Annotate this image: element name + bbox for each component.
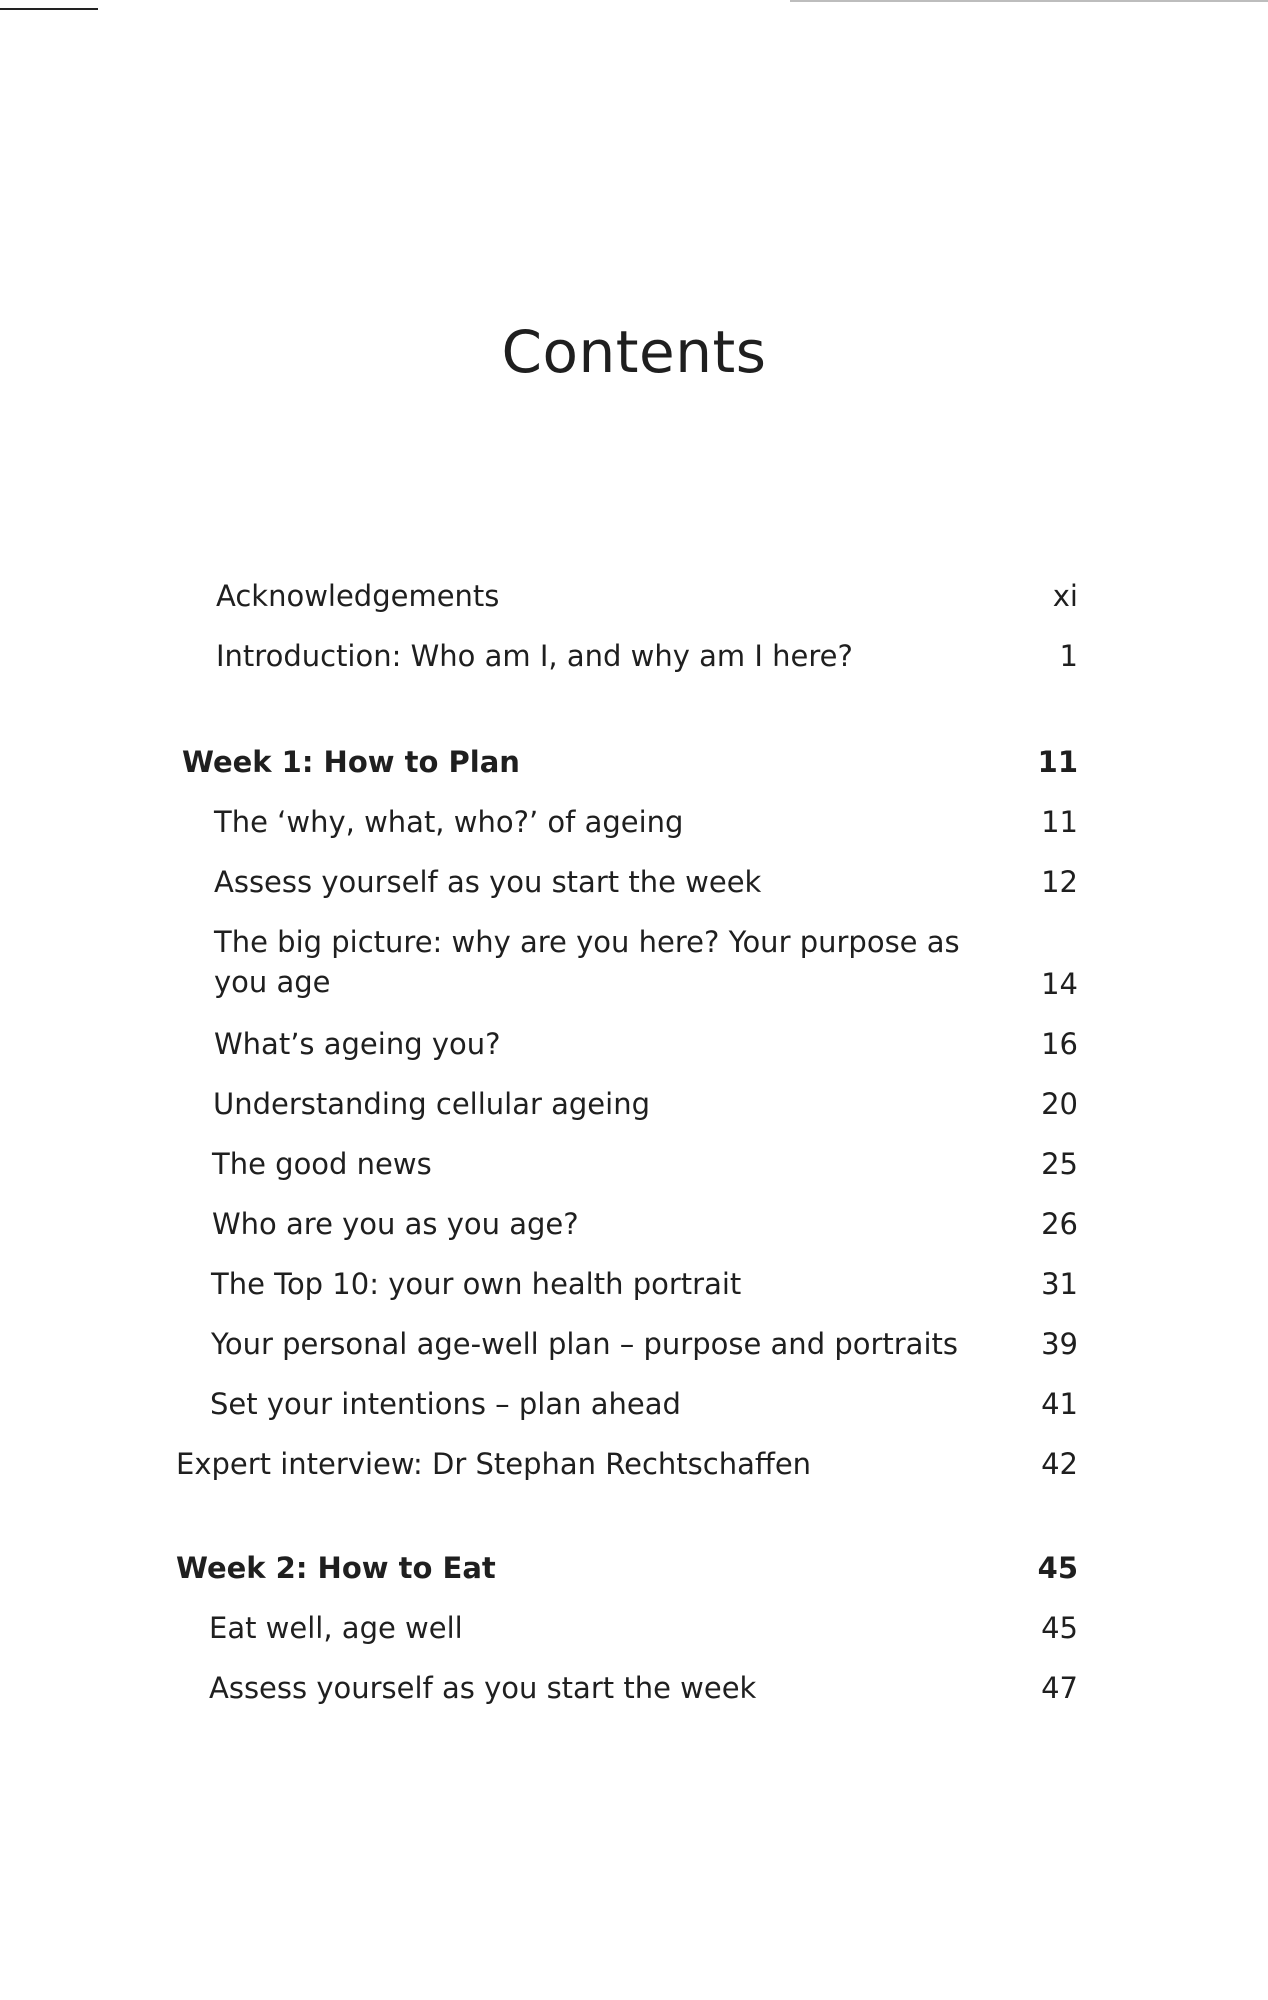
- toc-entry-label: What’s ageing you?: [214, 1027, 501, 1061]
- toc-entry-label: Assess yourself as you start the week: [214, 865, 762, 899]
- toc-entry-page: 25: [1041, 1147, 1078, 1181]
- toc-entry-page: 1: [1059, 639, 1078, 673]
- toc-entry-page: 47: [1041, 1671, 1078, 1705]
- toc-entry-page: 16: [1041, 1027, 1078, 1061]
- toc-entry-page: 31: [1041, 1267, 1078, 1301]
- scan-edge-line: [790, 0, 1268, 2]
- toc-entry-label: Who are you as you age?: [212, 1207, 579, 1241]
- toc-entry: [214, 922, 1078, 1002]
- toc-entry-label: Your personal age-well plan – purpose and portraits: [211, 1327, 958, 1361]
- toc-entry-page: xi: [1052, 579, 1078, 613]
- toc-entry-label: Understanding cellular ageing: [213, 1087, 650, 1121]
- section-heading-label: Week 1: How to Plan: [182, 745, 520, 779]
- toc-entry-label: Expert interview: Dr Stephan Rechtschaffen: [176, 1447, 812, 1481]
- toc-entry-label: Introduction: Who am I, and why am I here?: [216, 639, 853, 673]
- toc-entry-label: The Top 10: your own health portrait: [211, 1267, 742, 1301]
- toc-entry-label: Acknowledgements: [216, 579, 500, 613]
- toc-entry-page: 12: [1041, 865, 1078, 899]
- toc-entry-page: 11: [1041, 805, 1078, 839]
- section-heading-page: 45: [1037, 1551, 1078, 1585]
- scan-edge-line: [0, 8, 98, 10]
- toc-entry-label: The ‘why, what, who?’ of ageing: [214, 805, 684, 839]
- toc-entry-label: Set your intentions – plan ahead: [210, 1387, 681, 1421]
- section-heading-label: Week 2: How to Eat: [176, 1551, 496, 1585]
- toc-entry-label: The big picture: why are you here? Your purpose as you age: [214, 925, 960, 999]
- toc-entry-page: 41: [1041, 1387, 1078, 1421]
- toc-entry-label: Assess yourself as you start the week: [209, 1671, 757, 1705]
- toc-entry-page: 45: [1041, 1611, 1078, 1645]
- toc-entry-page: 42: [1041, 1447, 1078, 1481]
- toc-entry-page: 14: [1041, 967, 1078, 1001]
- section-heading-page: 11: [1037, 745, 1078, 779]
- toc-entry-label: The good news: [212, 1147, 432, 1181]
- toc-entry-page: 26: [1041, 1207, 1078, 1241]
- toc-entry-label: Eat well, age well: [209, 1611, 463, 1645]
- toc-entry-page: 20: [1041, 1087, 1078, 1121]
- toc-entry-page: 39: [1041, 1327, 1078, 1361]
- page-title: Contents: [501, 318, 767, 386]
